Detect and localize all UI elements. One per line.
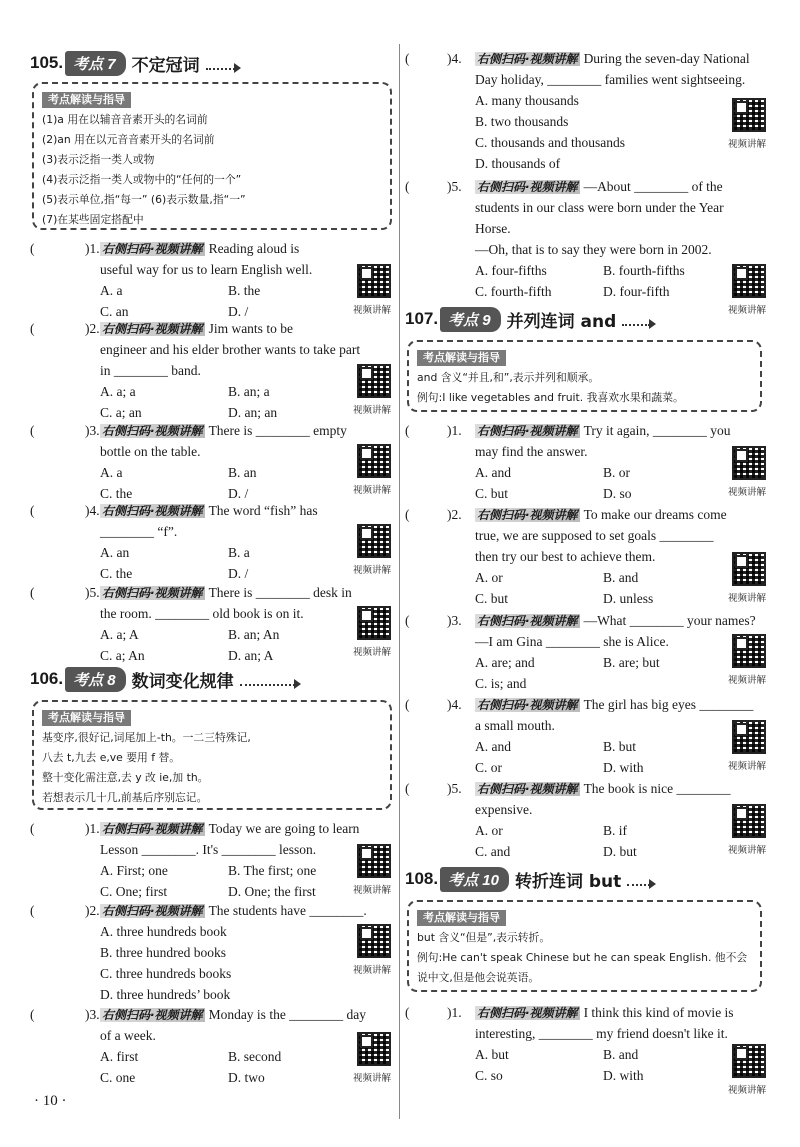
qr-label: 视频讲解 bbox=[352, 647, 391, 658]
video-tag[interactable]: 右侧扫码·视频讲解 bbox=[102, 504, 203, 518]
question-cont: interesting, ________ my friend doesn't like it. bbox=[475, 1026, 728, 1041]
question-stem: —About ________ of the bbox=[583, 179, 723, 194]
options bbox=[30, 280, 395, 322]
question-number: )3. bbox=[447, 613, 462, 628]
question-number: )3. bbox=[85, 423, 100, 438]
option: D. / bbox=[228, 304, 249, 319]
option: D. an; A bbox=[228, 648, 274, 663]
option: B. are; but bbox=[603, 655, 660, 670]
answer-paren[interactable]: ( bbox=[30, 821, 35, 836]
tip-line: 例句:He can't speak Chinese but he can speak English. 他不会 bbox=[417, 951, 748, 964]
options bbox=[405, 1044, 770, 1086]
answer-paren[interactable]: ( bbox=[405, 781, 410, 796]
option: B. second bbox=[228, 1049, 282, 1064]
tip-line: (7)在某些固定搭配中 bbox=[42, 213, 144, 226]
option: A. but bbox=[475, 1047, 509, 1062]
tip-line: 说中文,但是他会说英语。 bbox=[417, 971, 540, 984]
question-number: )2. bbox=[85, 903, 100, 918]
question-stem: Monday is the ________ day bbox=[208, 1007, 367, 1022]
video-tag[interactable]: 右侧扫码·视频讲解 bbox=[477, 698, 578, 712]
tip-line: 整十变化需注意,去 y 改 ie,加 th。 bbox=[42, 771, 209, 784]
question-107-1 bbox=[405, 420, 770, 504]
question-cont: ________ “f”. bbox=[100, 524, 178, 539]
option: A. are; and bbox=[475, 655, 535, 670]
qr-code-icon[interactable] bbox=[732, 98, 766, 132]
option: B. and bbox=[603, 1047, 639, 1062]
option: D. thousands of bbox=[475, 156, 561, 171]
option: B. an; a bbox=[228, 384, 270, 399]
question-stem: The students have ________. bbox=[208, 903, 367, 918]
qr-code-icon[interactable] bbox=[732, 446, 766, 480]
tip-title: 考点解读与指导 bbox=[417, 910, 506, 926]
answer-paren[interactable]: ( bbox=[405, 1005, 410, 1020]
option: C. one bbox=[100, 1070, 136, 1085]
tip-line: (5)表示单位,指“每一” (6)表示数量,指“一” bbox=[42, 193, 246, 206]
tip-line: and 含义“并且,和”,表示并列和顺承。 bbox=[417, 371, 600, 384]
qr-code-icon[interactable] bbox=[732, 720, 766, 754]
tip-line: 基变序,很好记,词尾加上-th。一二三特殊记, bbox=[42, 731, 251, 744]
answer-paren[interactable]: ( bbox=[405, 613, 410, 628]
question-number: )1. bbox=[85, 241, 100, 256]
question-cont: engineer and his elder brother wants to take part bbox=[100, 342, 361, 357]
option: B. a bbox=[228, 545, 250, 560]
option: C. is; and bbox=[475, 676, 527, 691]
question-stem: Jim wants to be bbox=[208, 321, 293, 336]
question-107-4 bbox=[405, 694, 770, 778]
question-stem: During the seven-day National bbox=[583, 51, 750, 66]
option: B. fourth-fifths bbox=[603, 263, 685, 278]
question-cont: true, we are supposed to set goals ________ bbox=[475, 528, 714, 543]
qr-label: 视频讲解 bbox=[352, 405, 391, 416]
question-107-5 bbox=[405, 778, 770, 862]
answer-paren[interactable]: ( bbox=[30, 321, 35, 336]
qr-code-icon[interactable] bbox=[732, 804, 766, 838]
question-stem: The word “fish” has bbox=[208, 503, 318, 518]
section-badge: 考点 8 bbox=[65, 667, 126, 692]
question-105-5 bbox=[30, 582, 395, 666]
question-number: )4. bbox=[85, 503, 100, 518]
tip-line: 若想表示几十几,前基后序别忘记。 bbox=[42, 791, 208, 804]
tip-line: but 含义“但是”,表示转折。 bbox=[417, 931, 551, 944]
option: D. two bbox=[228, 1070, 265, 1085]
qr-code-icon[interactable] bbox=[732, 1044, 766, 1078]
question-number: )2. bbox=[85, 321, 100, 336]
qr-code-icon[interactable] bbox=[357, 606, 391, 640]
answer-paren[interactable]: ( bbox=[30, 903, 35, 918]
tip-box-108 bbox=[407, 900, 762, 992]
qr-code-icon[interactable] bbox=[732, 552, 766, 586]
option: A. or bbox=[475, 823, 503, 838]
option: D. unless bbox=[603, 591, 654, 606]
options bbox=[405, 260, 770, 302]
option: A. or bbox=[475, 570, 503, 585]
question-number: )5. bbox=[447, 179, 462, 194]
question-105-1 bbox=[30, 238, 395, 322]
option: D. three hundreds’ book bbox=[100, 987, 231, 1002]
option: C. thousands and thousands bbox=[475, 135, 625, 150]
question-107-2 bbox=[405, 504, 770, 609]
video-tag[interactable]: 右侧扫码·视频讲解 bbox=[102, 822, 203, 836]
question-cont: the room. ________ old book is on it. bbox=[100, 606, 304, 621]
qr-label: 视频讲解 bbox=[352, 965, 391, 976]
qr-label: 视频讲解 bbox=[352, 305, 391, 316]
question-105-4 bbox=[30, 500, 395, 584]
question-105-5b bbox=[405, 176, 770, 316]
option: C. but bbox=[475, 486, 509, 501]
section-number: 107. bbox=[405, 309, 439, 328]
qr-code-icon[interactable] bbox=[732, 264, 766, 298]
options bbox=[30, 381, 395, 423]
answer-paren[interactable]: ( bbox=[405, 179, 410, 194]
option: A. many thousands bbox=[475, 93, 579, 108]
option: C. or bbox=[475, 760, 502, 775]
question-cont: —Oh, that is to say they were born in 2002. bbox=[475, 242, 712, 257]
tip-line: 例句:I like vegetables and fruit. 我喜欢水果和蔬菜。 bbox=[417, 391, 684, 404]
section-number: 105. bbox=[30, 53, 64, 72]
option: C. a; An bbox=[100, 648, 145, 663]
section-number: 106. bbox=[30, 669, 64, 688]
option: A. a; A bbox=[100, 627, 139, 642]
section-108-header bbox=[405, 864, 650, 894]
option: B. an; An bbox=[228, 627, 280, 642]
option: B. The first; one bbox=[228, 863, 317, 878]
option: B. if bbox=[603, 823, 628, 838]
question-108-1 bbox=[405, 1002, 770, 1096]
option: A. and bbox=[475, 739, 511, 754]
option: C. an bbox=[100, 304, 129, 319]
question-105-3 bbox=[30, 420, 395, 504]
answer-paren[interactable]: ( bbox=[30, 585, 35, 600]
arrow-icon bbox=[627, 872, 650, 886]
option: C. a; an bbox=[100, 405, 142, 420]
question-106-2 bbox=[30, 900, 395, 1005]
question-stem: The girl has big eyes ________ bbox=[583, 697, 754, 712]
video-tag[interactable]: 右侧扫码·视频讲解 bbox=[102, 904, 203, 918]
answer-paren[interactable]: ( bbox=[405, 423, 410, 438]
option: A. three hundreds book bbox=[100, 924, 227, 939]
arrow-icon bbox=[622, 312, 650, 326]
option: C. the bbox=[100, 566, 133, 581]
question-number: )1. bbox=[447, 423, 462, 438]
options bbox=[30, 462, 395, 504]
question-cont: useful way for us to learn English well. bbox=[100, 262, 313, 277]
video-tag[interactable]: 右侧扫码·视频讲解 bbox=[477, 782, 578, 796]
question-cont: bottle on the table. bbox=[100, 444, 201, 459]
question-stem: Reading aloud is bbox=[208, 241, 300, 256]
qr-code-icon[interactable] bbox=[357, 264, 391, 298]
question-number: )4. bbox=[447, 51, 462, 66]
options bbox=[30, 921, 395, 1005]
section-badge: 考点 7 bbox=[65, 51, 126, 76]
options bbox=[405, 820, 770, 862]
qr-code-icon[interactable] bbox=[357, 524, 391, 558]
video-tag[interactable]: 右侧扫码·视频讲解 bbox=[477, 508, 578, 522]
section-title: 转折连词 but bbox=[514, 871, 622, 892]
section-badge: 考点 10 bbox=[440, 867, 509, 892]
question-stem: Try it again, ________ you bbox=[583, 423, 731, 438]
option: A. four-fifths bbox=[475, 263, 547, 278]
tip-title: 考点解读与指导 bbox=[42, 92, 131, 108]
option: B. two thousands bbox=[475, 114, 569, 129]
section-105-header bbox=[30, 48, 235, 78]
video-tag[interactable]: 右侧扫码·视频讲解 bbox=[477, 614, 578, 628]
section-title: 不定冠词 bbox=[131, 55, 200, 76]
answer-paren[interactable]: ( bbox=[405, 697, 410, 712]
section-title: 并列连词 and bbox=[506, 311, 617, 332]
page-number: · 10 · bbox=[34, 1093, 67, 1109]
qr-label: 视频讲解 bbox=[352, 885, 391, 896]
video-tag[interactable]: 右侧扫码·视频讲解 bbox=[102, 242, 203, 256]
column-divider bbox=[399, 44, 400, 1119]
question-cont: expensive. bbox=[475, 802, 533, 817]
qr-label: 视频讲解 bbox=[727, 593, 766, 604]
question-cont: students in our class were born under the Year bbox=[475, 200, 724, 215]
option: A. a bbox=[100, 465, 123, 480]
question-105-4b bbox=[405, 48, 770, 174]
answer-paren[interactable]: ( bbox=[30, 423, 35, 438]
question-cont: in ________ band. bbox=[100, 363, 201, 378]
option: D. One; the first bbox=[228, 884, 316, 899]
options bbox=[405, 736, 770, 778]
options bbox=[405, 90, 770, 174]
qr-label: 视频讲解 bbox=[352, 565, 391, 576]
options bbox=[30, 860, 395, 902]
question-107-3 bbox=[405, 610, 770, 694]
option: C. and bbox=[475, 844, 511, 859]
question-number: )5. bbox=[447, 781, 462, 796]
option: D. but bbox=[603, 844, 637, 859]
question-105-2 bbox=[30, 318, 395, 423]
video-tag[interactable]: 右侧扫码·视频讲解 bbox=[477, 52, 578, 66]
section-title: 数词变化规律 bbox=[131, 671, 234, 692]
option: D. with bbox=[603, 1068, 644, 1083]
video-tag[interactable]: 右侧扫码·视频讲解 bbox=[477, 424, 578, 438]
question-stem: To make our dreams come bbox=[583, 507, 727, 522]
video-tag[interactable]: 右侧扫码·视频讲解 bbox=[477, 1006, 578, 1020]
option: D. / bbox=[228, 566, 249, 581]
option: A. and bbox=[475, 465, 511, 480]
options bbox=[405, 462, 770, 504]
question-stem: Today we are going to learn bbox=[208, 821, 360, 836]
option: B. but bbox=[603, 739, 637, 754]
options bbox=[405, 652, 770, 694]
qr-label: 视频讲解 bbox=[727, 1085, 766, 1096]
qr-code-icon[interactable] bbox=[357, 444, 391, 478]
question-stem: There is ________ desk in bbox=[208, 585, 352, 600]
question-number: )2. bbox=[447, 507, 462, 522]
tip-line: (1)a 用在以辅音音素开头的名词前 bbox=[42, 113, 208, 126]
answer-paren[interactable]: ( bbox=[30, 503, 35, 518]
qr-label: 视频讲解 bbox=[352, 1073, 391, 1084]
section-107-header bbox=[405, 304, 650, 334]
option: A. First; one bbox=[100, 863, 168, 878]
question-106-1 bbox=[30, 818, 395, 902]
option: D. so bbox=[603, 486, 632, 501]
section-number: 108. bbox=[405, 869, 439, 888]
video-tag[interactable]: 右侧扫码·视频讲解 bbox=[102, 424, 203, 438]
answer-paren[interactable]: ( bbox=[405, 507, 410, 522]
qr-label: 视频讲解 bbox=[727, 845, 766, 856]
option: A. first bbox=[100, 1049, 139, 1064]
section-badge: 考点 9 bbox=[440, 307, 501, 332]
qr-code-icon[interactable] bbox=[732, 634, 766, 668]
option: A. a bbox=[100, 283, 123, 298]
qr-label: 视频讲解 bbox=[727, 487, 766, 498]
question-number: )1. bbox=[447, 1005, 462, 1020]
section-106-header bbox=[30, 664, 295, 694]
option: D. / bbox=[228, 486, 249, 501]
option: D. with bbox=[603, 760, 644, 775]
option: C. fourth-fifth bbox=[475, 284, 552, 299]
qr-code-icon[interactable] bbox=[357, 924, 391, 958]
tip-box-105 bbox=[32, 82, 392, 230]
question-cont: Lesson ________. It's ________ lesson. bbox=[100, 842, 317, 857]
tip-box-106 bbox=[32, 700, 392, 810]
question-stem: The book is nice ________ bbox=[583, 781, 731, 796]
question-cont: a small mouth. bbox=[475, 718, 555, 733]
qr-label: 视频讲解 bbox=[727, 761, 766, 772]
question-cont: then try our best to achieve them. bbox=[475, 549, 656, 564]
question-number: )5. bbox=[85, 585, 100, 600]
answer-paren[interactable]: ( bbox=[405, 51, 410, 66]
answer-paren[interactable]: ( bbox=[30, 1007, 35, 1022]
options bbox=[405, 567, 770, 609]
answer-paren[interactable]: ( bbox=[30, 241, 35, 256]
question-stem: —What ________ your names? bbox=[583, 613, 756, 628]
qr-label: 视频讲解 bbox=[352, 485, 391, 496]
option: A. an bbox=[100, 545, 130, 560]
arrow-icon bbox=[240, 672, 295, 686]
option: C. but bbox=[475, 591, 509, 606]
question-stem: I think this kind of movie is bbox=[583, 1005, 734, 1020]
option: B. the bbox=[228, 283, 261, 298]
question-stem: There is ________ empty bbox=[208, 423, 347, 438]
qr-label: 视频讲解 bbox=[727, 305, 766, 316]
option: D. four-fifth bbox=[603, 284, 670, 299]
options bbox=[30, 542, 395, 584]
option: A. a; a bbox=[100, 384, 136, 399]
video-tag[interactable]: 右侧扫码·视频讲解 bbox=[477, 180, 578, 194]
tip-title: 考点解读与指导 bbox=[417, 350, 506, 366]
option: B. or bbox=[603, 465, 630, 480]
video-tag[interactable]: 右侧扫码·视频讲解 bbox=[102, 1008, 203, 1022]
options bbox=[30, 1046, 395, 1088]
question-106-3 bbox=[30, 1004, 395, 1088]
options bbox=[30, 624, 395, 666]
qr-code-icon[interactable] bbox=[357, 364, 391, 398]
qr-code-icon[interactable] bbox=[357, 1032, 391, 1066]
question-number: )4. bbox=[447, 697, 462, 712]
video-tag[interactable]: 右侧扫码·视频讲解 bbox=[102, 586, 203, 600]
tip-line: (4)表示泛指一类人或物中的“任何的一个” bbox=[42, 173, 242, 186]
qr-label: 视频讲解 bbox=[727, 139, 766, 150]
question-number: )3. bbox=[85, 1007, 100, 1022]
video-tag[interactable]: 右侧扫码·视频讲解 bbox=[102, 322, 203, 336]
question-number: )1. bbox=[85, 821, 100, 836]
option: C. so bbox=[475, 1068, 503, 1083]
option: D. an; an bbox=[228, 405, 278, 420]
question-cont: —I am Gina ________ she is Alice. bbox=[475, 634, 669, 649]
option: B. and bbox=[603, 570, 639, 585]
arrow-icon bbox=[206, 56, 235, 70]
question-cont: Day holiday, ________ families went sightseeing. bbox=[475, 72, 746, 87]
question-cont: of a week. bbox=[100, 1028, 156, 1043]
option: C. three hundreds books bbox=[100, 966, 232, 981]
tip-line: (2)an 用在以元音音素开头的名词前 bbox=[42, 133, 215, 146]
tip-title: 考点解读与指导 bbox=[42, 710, 131, 726]
option: B. three hundred books bbox=[100, 945, 226, 960]
option: B. an bbox=[228, 465, 257, 480]
tip-line: 八去 t,九去 e,ve 要用 f 替。 bbox=[42, 751, 181, 764]
qr-code-icon[interactable] bbox=[357, 844, 391, 878]
tip-line: (3)表示泛指一类人或物 bbox=[42, 153, 155, 166]
option: C. the bbox=[100, 486, 133, 501]
option: C. One; first bbox=[100, 884, 168, 899]
question-cont: may find the answer. bbox=[475, 444, 588, 459]
qr-label: 视频讲解 bbox=[727, 675, 766, 686]
question-cont: Horse. bbox=[475, 221, 511, 236]
tip-box-107 bbox=[407, 340, 762, 412]
